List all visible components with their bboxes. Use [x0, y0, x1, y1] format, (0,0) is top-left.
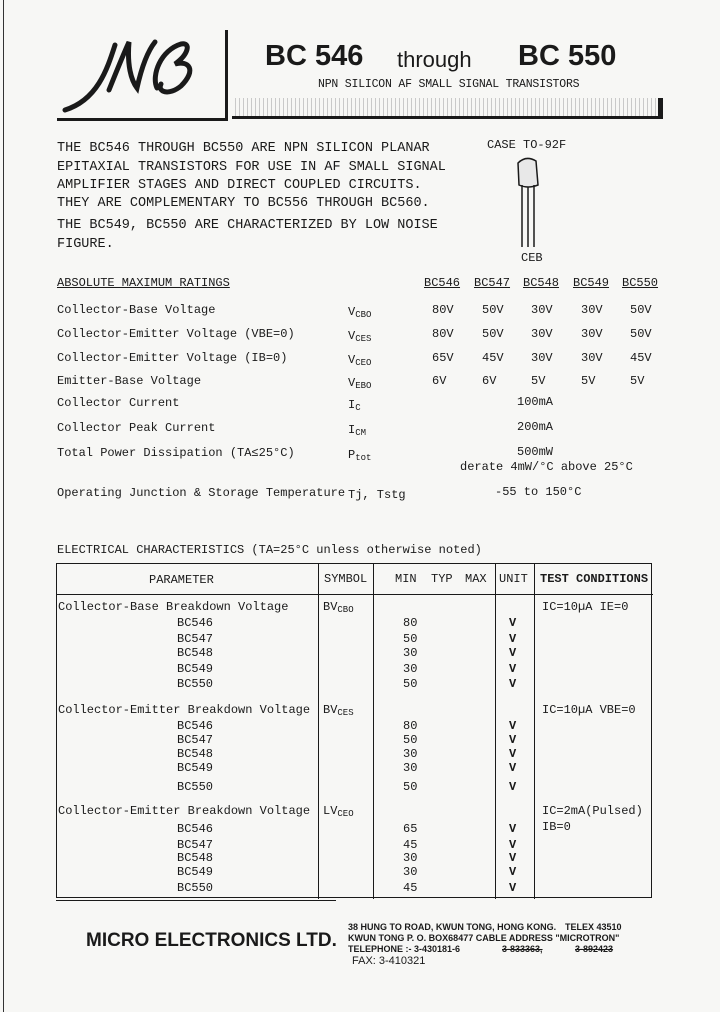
- unit-value: V: [509, 662, 517, 676]
- symbol-subscript: CES: [337, 708, 354, 718]
- min-value: 30: [403, 662, 418, 676]
- description-note-line: THE BC549, BC550 ARE CHARACTERIZED BY LOW NOISE: [57, 218, 438, 233]
- rating-value: 50V: [482, 327, 504, 341]
- symbol-main: V: [348, 329, 356, 343]
- symbol-main: Tj, Tstg: [348, 488, 406, 502]
- rating-value: 50V: [630, 303, 652, 317]
- rating-value: 50V: [482, 303, 504, 317]
- rating-value: 80V: [432, 327, 454, 341]
- rating-value: 500mW: [517, 445, 554, 459]
- min-value: 65: [403, 822, 418, 836]
- device-name: BC547: [177, 838, 214, 852]
- device-header: BC550: [622, 276, 659, 290]
- rating-symbol: [348, 448, 371, 463]
- address-line-1: 38 HUNG TO ROAD, KWUN TONG, HONG KONG.: [348, 922, 557, 932]
- unit-value: V: [509, 632, 517, 646]
- min-value: 45: [403, 881, 418, 895]
- min-value: 50: [403, 780, 418, 794]
- rating-value: 30V: [531, 351, 553, 365]
- rating-note: derate 4mW/°C above 25°C: [460, 460, 633, 474]
- rating-value: 6V: [482, 374, 497, 388]
- col-divider: [534, 564, 535, 899]
- device-name: BC549: [177, 662, 214, 676]
- rating-parameter: Collector-Emitter Voltage (IB=0): [57, 351, 288, 365]
- device-name: BC546: [177, 616, 214, 630]
- page-left-edge: [3, 0, 4, 1012]
- rating-value: 200mA: [517, 420, 554, 434]
- rating-parameter: Collector-Base Voltage: [57, 303, 216, 317]
- rating-symbol: [348, 423, 366, 438]
- transistor-package-icon: [508, 155, 548, 255]
- group-parameter: Collector-Emitter Breakdown Voltage: [58, 703, 311, 717]
- rating-symbol: [348, 305, 371, 320]
- symbol-subscript: CES: [355, 334, 372, 344]
- symbol-main: BV: [323, 703, 338, 717]
- unit-value: V: [509, 851, 517, 865]
- header-bar: [232, 98, 663, 119]
- min-value: 80: [403, 719, 418, 733]
- rating-parameter: Collector Peak Current: [57, 421, 216, 435]
- rating-value: 100mA: [517, 395, 554, 409]
- device-header: BC547: [474, 276, 511, 290]
- rating-symbol: [348, 376, 371, 391]
- symbol-subscript: CM: [355, 428, 367, 438]
- symbol-main: LV: [323, 804, 338, 818]
- min-value: 50: [403, 632, 418, 646]
- group-parameter: Collector-Base Breakdown Voltage: [58, 600, 289, 614]
- rating-value: 5V: [630, 374, 645, 388]
- col-typ: TYP: [431, 572, 453, 586]
- description-note-line: FIGURE.: [57, 237, 114, 252]
- subtitle: NPN SILICON AF SMALL SIGNAL TRANSISTORS: [318, 78, 580, 91]
- device-name: BC547: [177, 733, 214, 747]
- min-value: 45: [403, 838, 418, 852]
- min-value: 50: [403, 677, 418, 691]
- device-header: BC546: [424, 276, 461, 290]
- device-name: BC546: [177, 822, 214, 836]
- unit-value: V: [509, 865, 517, 879]
- rating-parameter: Emitter-Base Voltage: [57, 374, 202, 388]
- device-name: BC550: [177, 677, 214, 691]
- fax: FAX: 3-410321: [352, 955, 426, 967]
- rating-symbol: [348, 353, 371, 368]
- rating-value: 5V: [531, 374, 546, 388]
- rating-value: 45V: [482, 351, 504, 365]
- col-min: MIN: [395, 572, 417, 586]
- rating-parameter: Operating Junction & Storage Temperature: [57, 486, 346, 500]
- old-phone-2: 3-892423: [575, 944, 614, 954]
- col-unit: UNIT: [499, 572, 528, 586]
- symbol-subscript: EBO: [355, 381, 372, 391]
- device-name: BC547: [177, 632, 214, 646]
- device-header: BC548: [523, 276, 560, 290]
- description-line: THE BC546 THROUGH BC550 ARE NPN SILICON PLANAR: [57, 141, 430, 156]
- footer-rule: [56, 900, 336, 901]
- min-value: 80: [403, 616, 418, 630]
- unit-value: V: [509, 677, 517, 691]
- min-value: 30: [403, 865, 418, 879]
- symbol-subscript: C: [355, 403, 361, 413]
- telex: TELEX 43510: [565, 922, 622, 932]
- unit-value: V: [509, 780, 517, 794]
- device-name: BC548: [177, 851, 214, 865]
- symbol-subscript: CBO: [337, 605, 354, 615]
- title-left: BC 546: [265, 40, 364, 72]
- group-symbol: [323, 703, 354, 718]
- logo-mark: [57, 30, 225, 118]
- unit-value: V: [509, 747, 517, 761]
- rating-value: 45V: [630, 351, 652, 365]
- col-parameter: PARAMETER: [149, 573, 214, 587]
- symbol-main: I: [348, 398, 356, 412]
- address-line-2: KWUN TONG P. O. BOX68477 CABLE ADDRESS "MICROTRON": [348, 933, 620, 943]
- symbol-main: I: [348, 423, 356, 437]
- title-through: through: [397, 47, 472, 72]
- symbol-main: BV: [323, 600, 338, 614]
- unit-value: V: [509, 719, 517, 733]
- rating-value: 5V: [581, 374, 596, 388]
- min-value: 30: [403, 761, 418, 775]
- symbol-subscript: CEO: [337, 809, 354, 819]
- col-divider: [318, 564, 319, 899]
- symbol-main: P: [348, 448, 356, 462]
- symbol-main: V: [348, 376, 356, 390]
- case-pins: CEB: [521, 251, 543, 265]
- group-parameter: Collector-Emitter Breakdown Voltage: [58, 804, 311, 818]
- device-name: BC550: [177, 780, 214, 794]
- ratings-heading: ABSOLUTE MAXIMUM RATINGS: [57, 276, 230, 290]
- unit-value: V: [509, 646, 517, 660]
- device-name: BC549: [177, 761, 214, 775]
- unit-value: V: [509, 838, 517, 852]
- case-label: CASE TO-92F: [487, 138, 567, 152]
- rating-value: 30V: [581, 327, 603, 341]
- min-value: 30: [403, 747, 418, 761]
- unit-value: V: [509, 733, 517, 747]
- unit-value: V: [509, 616, 517, 630]
- device-name: BC548: [177, 646, 214, 660]
- description-line: AMPLIFIER STAGES AND DIRECT COUPLED CIRCUITS.: [57, 178, 422, 193]
- min-value: 50: [403, 733, 418, 747]
- min-value: 30: [403, 646, 418, 660]
- symbol-subscript: CBO: [355, 310, 372, 320]
- group-symbol: [323, 600, 354, 615]
- rating-value: 80V: [432, 303, 454, 317]
- title-right: BC 550: [518, 40, 617, 72]
- rating-value: 65V: [432, 351, 454, 365]
- telephone: TELEPHONE :- 3-430181-6: [348, 944, 461, 954]
- rating-symbol: [348, 329, 371, 344]
- symbol-main: V: [348, 305, 356, 319]
- group-symbol: [323, 804, 354, 819]
- col-divider: [373, 564, 374, 899]
- company-name: MICRO ELECTRONICS LTD.: [86, 930, 337, 951]
- rating-parameter: Collector-Emitter Voltage (VBE=0): [57, 327, 295, 341]
- unit-value: V: [509, 822, 517, 836]
- rating-parameter: Collector Current: [57, 396, 180, 410]
- symbol-main: V: [348, 353, 356, 367]
- test-condition: IC=10µA IE=0: [542, 600, 629, 614]
- unit-value: V: [509, 881, 517, 895]
- rating-value: -55 to 150°C: [495, 485, 582, 499]
- col-symbol: SYMBOL: [324, 572, 368, 586]
- electrical-heading: ELECTRICAL CHARACTERISTICS (TA=25°C unless otherwise noted): [57, 543, 482, 557]
- rating-value: 30V: [581, 303, 603, 317]
- rating-parameter: Total Power Dissipation (TA≤25°C): [57, 446, 295, 460]
- device-name: BC550: [177, 881, 214, 895]
- device-name: BC546: [177, 719, 214, 733]
- description-line: THEY ARE COMPLEMENTARY TO BC556 THROUGH BC560.: [57, 196, 430, 211]
- rating-value: 30V: [531, 327, 553, 341]
- header-divider: [57, 594, 653, 595]
- electrical-table: [56, 563, 652, 898]
- test-condition: IC=2mA(Pulsed): [542, 804, 643, 818]
- rating-value: 6V: [432, 374, 447, 388]
- test-condition: IB=0: [542, 820, 571, 834]
- device-name: BC548: [177, 747, 214, 761]
- rating-value: 30V: [531, 303, 553, 317]
- col-max: MAX: [465, 572, 487, 586]
- old-phone-1: 3-833363,: [502, 944, 543, 954]
- logo: [57, 30, 228, 121]
- rating-value: 30V: [581, 351, 603, 365]
- test-condition: IC=10µA VBE=0: [542, 703, 636, 717]
- rating-symbol: [348, 488, 406, 503]
- device-header: BC549: [573, 276, 610, 290]
- rating-value: 50V: [630, 327, 652, 341]
- symbol-subscript: tot: [355, 453, 372, 463]
- unit-value: V: [509, 761, 517, 775]
- rating-symbol: [348, 398, 361, 413]
- col-conditions: TEST CONDITIONS: [540, 572, 649, 586]
- description-line: EPITAXIAL TRANSISTORS FOR USE IN AF SMALL SIGNAL: [57, 160, 446, 175]
- device-name: BC549: [177, 865, 214, 879]
- symbol-subscript: CEO: [355, 358, 372, 368]
- min-value: 30: [403, 851, 418, 865]
- col-divider: [495, 564, 496, 899]
